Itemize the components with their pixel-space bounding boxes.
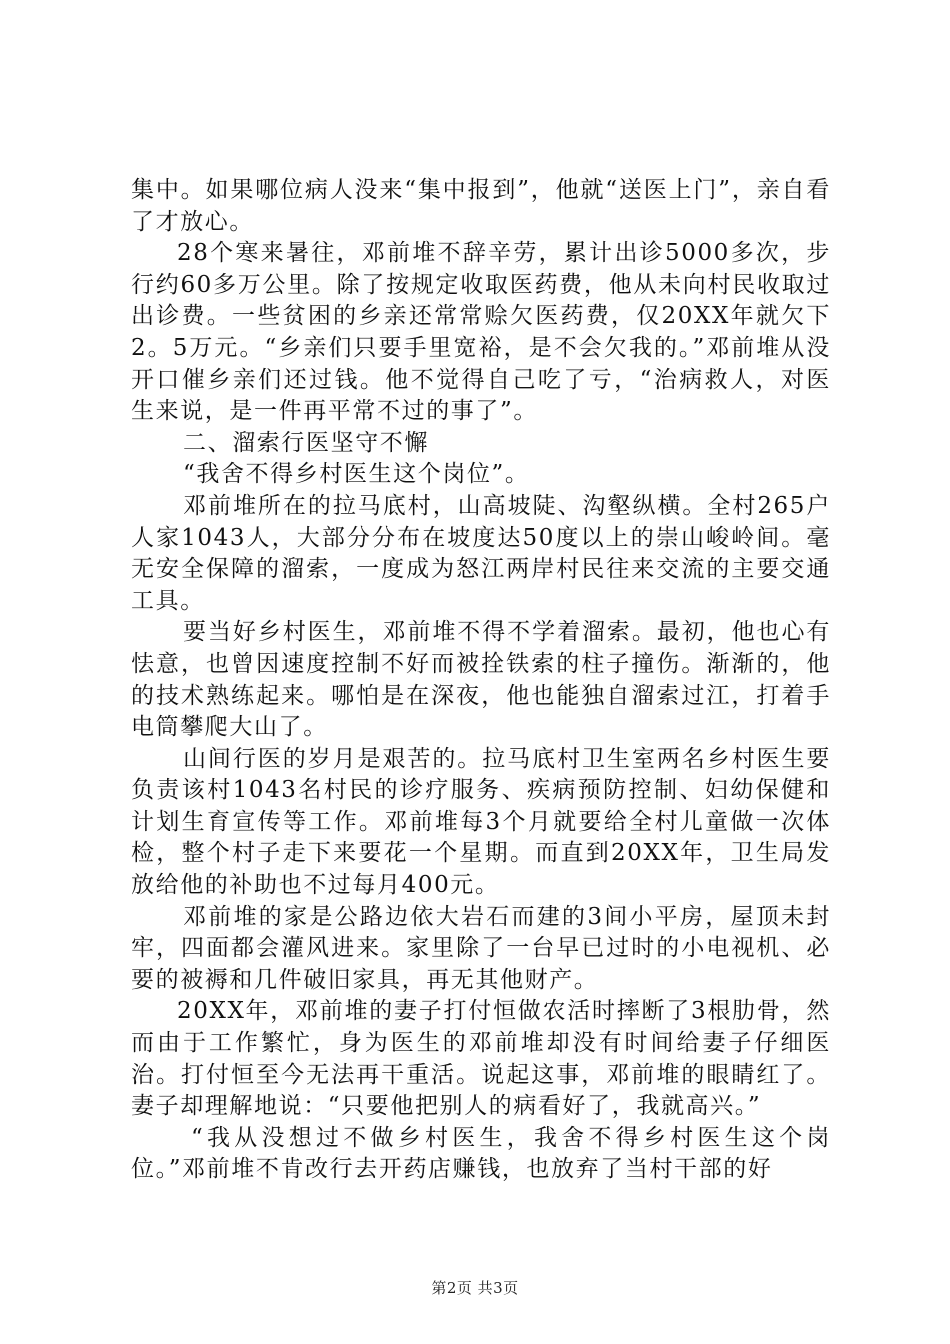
paragraph-2: 28个寒来暑往，邓前堆不辞辛劳，累计出诊5000多次，步行约60多万公里。除了按规定收取医药费，他从未向村民收取过出诊费。一些贫困的乡亲还常常赊欠医药费，仅20XX年就欠下2。5万元。“乡亲们只要手里宽裕，是不会欠我的。”邓前堆从没开口催乡亲们还过钱。他不觉得自己吃了亏，“治病救人，对医生来说，是一件再平常不过的事了”。 <box>131 240 831 425</box>
paragraph-6: 邓前堆的家是公路边依大岩石而建的3间小平房，屋顶未封牢，四面都会灌风进来。家里除了一台早已过时的小电视机、必要的被褥和几件破旧家具，再无其他财产。 <box>131 903 831 993</box>
body-text <box>131 175 831 1186</box>
paragraph-3: 邓前堆所在的拉马底村，山高坡陡、沟壑纵横。全村265户人家1043人，大部分分布在坡度达50度以上的崇山峻岭间。毫无安全保障的溜索，一度成为怒江两岸村民往来交流的主要交通工具。 <box>131 492 831 614</box>
paragraph-1: 集中。如果哪位病人没来“集中报到”，他就“送医上门”，亲自看了才放心。 <box>131 177 831 235</box>
paragraph-8: “我从没想过不做乡村医生，我舍不得乡村医生这个岗位。”邓前堆不肯改行去开药店赚钱，也放弃了当村干部的好 <box>131 1124 831 1183</box>
section-quote: “我舍不得乡村医生这个岗位”。 <box>183 461 530 488</box>
paragraph-7: 20XX年，邓前堆的妻子打付恒做农活时摔断了3根肋骨，然而由于工作繁忙，身为医生的邓前堆却没有时间给妻子仔细医治。打付恒至今无法再干重活。说起这事，邓前堆的眼睛红了。妻子却理解地说：“只要他把别人的病看好了，我就高兴。” <box>131 998 831 1120</box>
paragraph-4: 要当好乡村医生，邓前堆不得不学着溜索。最初，他也心有怯意，也曾因速度控制不好而被拴铁索的柱子撞伤。渐渐的，他的技术熟练起来。哪怕是在深夜，他也能独自溜索过江，打着手电筒攀爬大山了。 <box>131 619 831 741</box>
paragraph-5: 山间行医的岁月是艰苦的。拉马底村卫生室两名乡村医生要负责该村1043名村民的诊疗服务、疾病预防控制、妇幼保健和计划生育宣传等工作。邓前堆每3个月就要给全村儿童做一次体检，整个村子走下来要花一个星期。而直到20XX年，卫生局发放给他的补助也不过每月400元。 <box>131 745 831 899</box>
section-heading: 二、溜索行医坚守不懈 <box>183 429 429 456</box>
page-footer: 第2页 共3页 <box>431 1279 519 1297</box>
